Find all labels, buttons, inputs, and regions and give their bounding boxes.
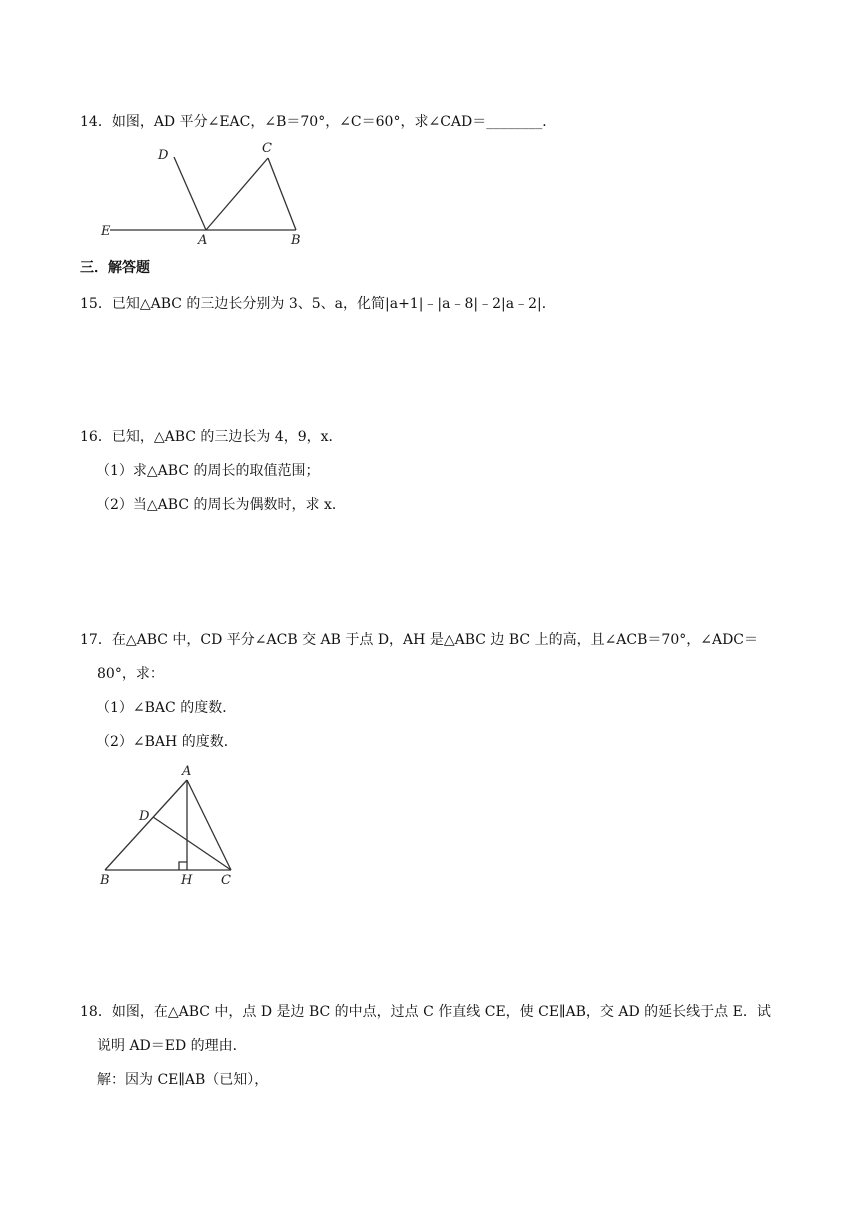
- label-D: D: [139, 809, 150, 824]
- q16-stem: 16．已知，△ABC 的三边长为 4，9，x．: [80, 429, 343, 445]
- segment-AC: [187, 780, 231, 870]
- q17-part-1: （1）∠BAC 的度数．: [96, 700, 237, 716]
- label-A: A: [198, 233, 208, 248]
- q18-stem-line2: 说明 AD＝ED 的理由．: [97, 1038, 247, 1054]
- q17-stem-line2: 80°，求：: [97, 666, 164, 682]
- section-title: 三．解答题: [80, 260, 150, 276]
- q16-part-2: （2）当△ABC 的周长为偶数时，求 x．: [96, 497, 346, 513]
- q17-stem-line1: 17．在△ABC 中，CD 平分∠ACB 交 AB 于点 D，AH 是△ABC 边 BC 上的高，且∠ACB＝70°，∠ADC＝: [80, 632, 759, 648]
- q18-solution-line1: 解：因为 CE∥AB（已知），: [97, 1072, 269, 1088]
- label-B: B: [100, 873, 110, 888]
- q14-figure: [96, 138, 316, 250]
- segment-CB: [268, 158, 296, 230]
- q17-figure: [96, 760, 246, 890]
- label-C: C: [262, 141, 272, 156]
- label-C: C: [221, 873, 231, 888]
- q14-text: 14．如图，AD 平分∠EAC，∠B＝70°，∠C＝60°，求∠CAD＝________．: [80, 114, 557, 130]
- q16-part-1: （1）求△ABC 的周长的取值范围；: [96, 463, 320, 479]
- label-B: B: [291, 233, 301, 248]
- label-D: D: [158, 148, 169, 163]
- label-E: E: [101, 224, 111, 239]
- segment-AC: [206, 158, 268, 230]
- ray-AD: [174, 157, 206, 230]
- bisector-CD: [153, 817, 231, 870]
- right-angle-mark: [179, 862, 187, 870]
- q15-text: 15．已知△ABC 的三边长分别为 3、5、a，化简|a+1|﹣|a﹣8|﹣2|a﹣2|．: [80, 296, 556, 312]
- label-H: H: [181, 873, 193, 888]
- segment-BA: [105, 780, 187, 870]
- q17-part-2: （2）∠BAH 的度数．: [96, 734, 238, 750]
- label-A: A: [182, 764, 192, 779]
- q18-stem-line1: 18．如图，在△ABC 中，点 D 是边 BC 的中点，过点 C 作直线 CE，使 CE∥AB，交 AD 的延长线于点 E．试: [80, 1004, 771, 1020]
